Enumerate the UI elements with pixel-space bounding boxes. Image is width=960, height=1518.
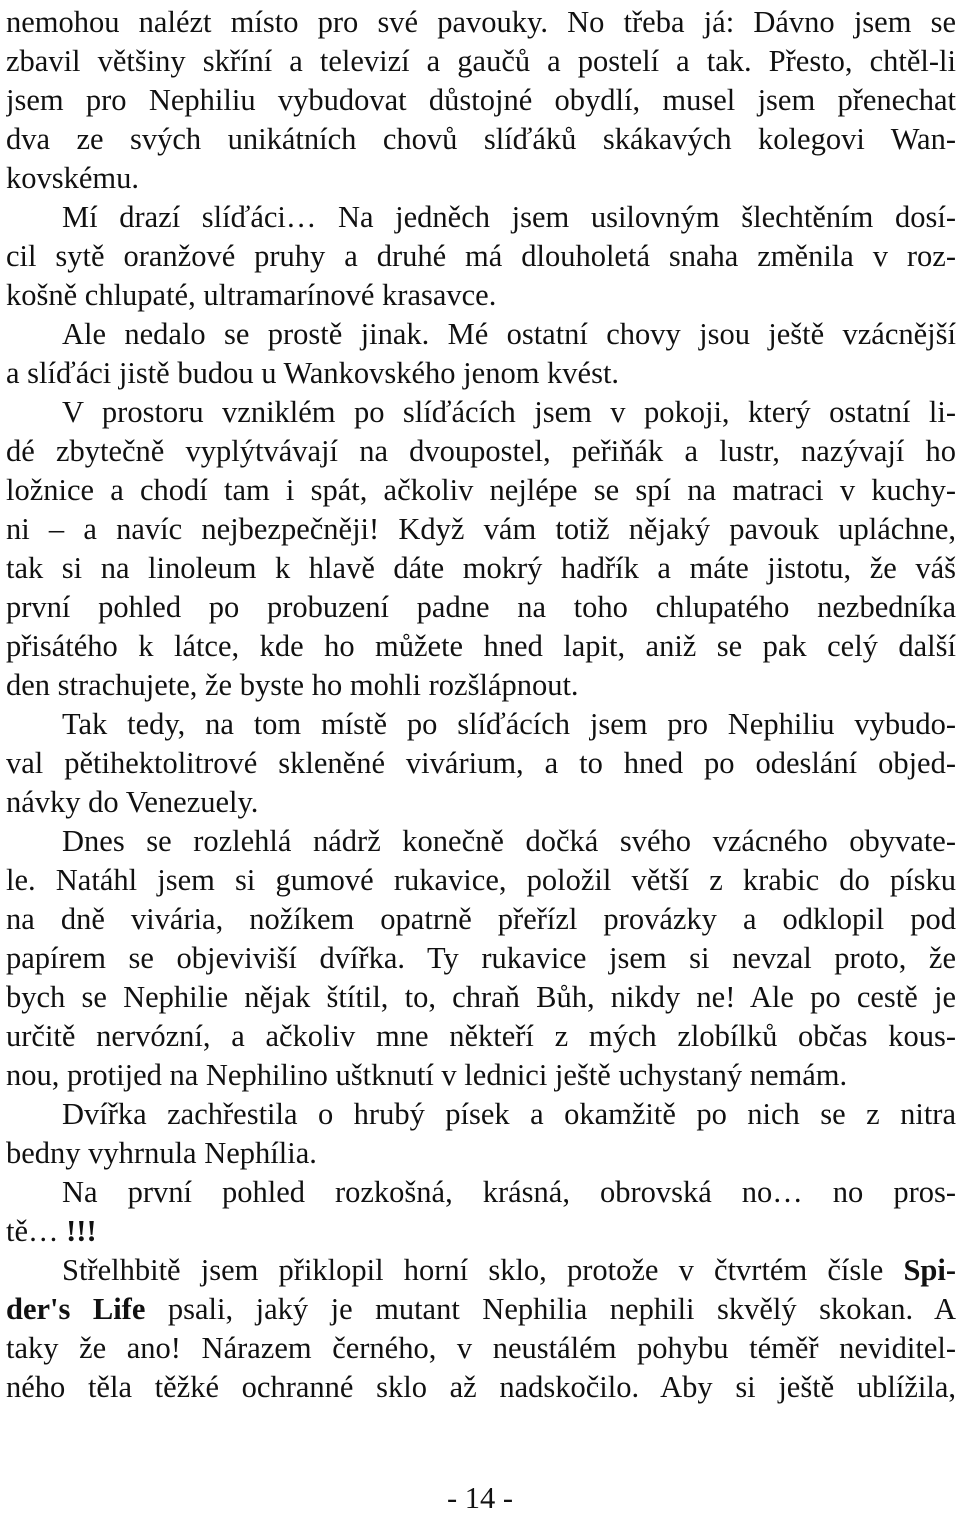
line-segment: Střelhbitě jsem přiklopil horní sklo, protože v čtvrtém čísle [62,1253,904,1287]
text-line: přisátého k látce, kde ho můžete hned lapit, aniž se pak celý další [6,629,956,663]
text-line: nemohou nalézt místo pro své pavouky. No třeba já: Dávno jsem se [6,5,956,39]
text-line: dé zbytečně vyplýtvávají na dvoupostel, peřiňák a lustr, nazývají ho [6,434,956,468]
text-line: návky do Venezuely. [6,785,259,819]
text-line: první pohled po probuzení padne na toho chlupatého nezbedníka [6,590,956,624]
text-line: zbavil většiny skříní a televizí a gaučů a postelí a tak. Přesto, chtěl-li [6,44,956,78]
text-line: určitě nervózní, a ačkoliv mne někteří z mých zlobílků občas kous- [6,1019,956,1053]
text-line: ného těla těžké ochranné sklo až nadskočilo. Aby si ještě ublížila, [6,1370,956,1404]
paragraph-first-line: Mí drazí slíďáci… Na jedněch jsem usilovným šlechtěním dosí- [62,200,956,234]
text-line: cil sytě oranžové pruhy a druhé má dlouholetá snaha změnila v roz- [6,239,956,273]
paragraph-first-line: Dnes se rozlehlá nádrž konečně dočká svého vzácného obyvate- [62,824,956,858]
line-segment: tě… [6,1214,67,1248]
text-line: na dně vivária, nožíkem opatrně přeřízl provázky a odklopil pod [6,902,956,936]
paragraph-first-line: Tak tedy, na tom místě po slíďácích jsem pro Nephiliu vybudo- [62,707,956,741]
text-line: nou, protijed na Nephilino uštknutí v lednici ještě uchystaný nemám. [6,1058,848,1092]
text-line: bych se Nephilie nějak štítil, to, chraň Bůh, nikdy ne! Ale po cestě je [6,980,956,1014]
paragraph-first-line: Dvířka zachřestila o hrubý písek a okamžitě po nich se z nitra [62,1097,956,1131]
text-line: košně chlupaté, ultramarínové krasavce. [6,278,497,312]
paragraph-first-line: V prostoru vzniklém po slíďácích jsem v pokoji, který ostatní li- [62,395,956,429]
text-line: jsem pro Nephiliu vybudovat důstojné obydlí, musel jsem přenechat [6,83,956,117]
magazine-title-text: Spi- [903,1253,956,1287]
text-line: dva ze svých unikátních chovů slíďáků skákavých kolegovi Wan- [6,122,956,156]
text-line: a slíďáci jistě budou u Wankovského jenom kvést. [6,356,620,390]
text-line: papírem se objeviviší dvířka. Ty rukavice jsem si nevzal proto, že [6,941,956,975]
paragraph-first-line: Na první pohled rozkošná, krásná, obrovská no… no pros- [62,1175,956,1209]
text-line: ni – a navíc nejbezpečněji! Když vám totiž nějaký pavouk upláchne, [6,512,956,546]
page-number: - 14 - [446,1481,514,1515]
line-segment: psali, jaký je mutant Nephilia nephili skvělý skokan. A [145,1292,956,1326]
text-line: bedny vyhrnula Nephília. [6,1136,317,1170]
text-line: val pětihektolitrové skleněné vivárium, a to hned po odeslání objed- [6,746,956,780]
text-line: kovskému. [6,161,140,195]
text-line: ložnice a chodí tam i spát, ačkoliv nejlépe se spí na matraci v kuchy- [6,473,956,507]
text-line: le. Natáhl jsem si gumové rukavice, položil větší z krabic do písku [6,863,956,897]
text-line: taky že ano! Nárazem černého, v neustálém pohybu téměř neviditel- [6,1331,956,1365]
text-line [6,1211,956,1251]
text-line: tak si na linoleum k hlavě dáte mokrý hadřík a máte jistotu, že váš [6,551,956,585]
magazine-title-text: der's Life [6,1292,146,1326]
emphasis-text: !!! [66,1214,97,1248]
text-line [6,1289,956,1329]
paragraph-first-line: Ale nedalo se prostě jinak. Mé ostatní chovy jsou ještě vzácnější [62,317,956,351]
text-line: den strachujete, že byste ho mohli rozšlápnout. [6,668,579,702]
paragraph-first-line [62,1250,956,1290]
